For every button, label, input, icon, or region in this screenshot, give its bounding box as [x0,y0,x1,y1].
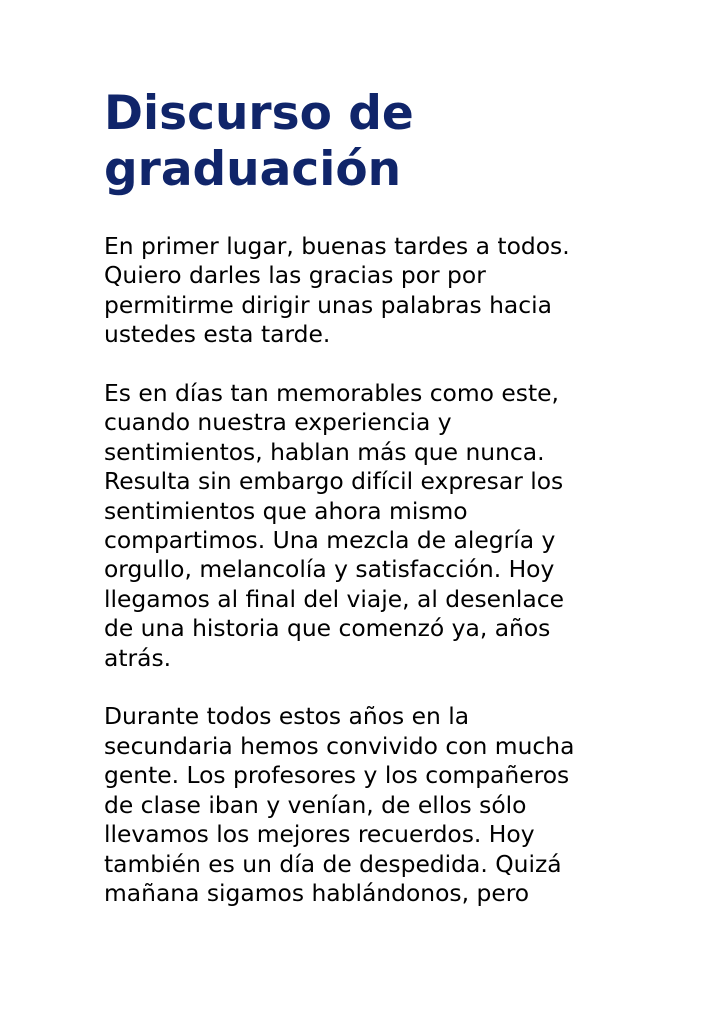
text-line: también es un día de despedida. Quizá [104,849,562,878]
text-line: sentimientos, hablan más que nunca. [104,437,545,466]
document-content [104,86,624,938]
text-line: sentimientos que ahora mismo [104,496,468,525]
text-line: de clase iban y venían, de ellos sólo [104,790,527,819]
title-line-2: graduación [104,142,402,197]
paragraph-2 [104,379,624,673]
text-line: de una historia que comenzó ya, años [104,614,551,643]
document-body [104,232,624,908]
text-line: llegamos al final del viaje, al desenlace [104,584,564,613]
text-line: orgullo, melancolía y satisfacción. Hoy [104,555,555,584]
text-line: ustedes esta tarde. [104,320,331,349]
paragraph-3 [104,702,624,908]
text-line: Resulta sin embargo difícil expresar los [104,467,564,496]
text-line: llevamos los mejores recuerdos. Hoy [104,820,535,849]
document-title [104,86,624,198]
text-line: En primer lugar, buenas tardes a todos. [104,232,570,260]
text-line: secundaria hemos convivido con mucha [104,731,575,760]
text-line: compartimos. Una mezcla de alegría y [104,526,556,555]
text-line: cuando nuestra experiencia y [104,408,452,437]
title-line-1: Discurso de [104,86,414,141]
text-line: gente. Los profesores y los compañeros [104,761,570,790]
text-line: mañana sigamos hablándonos, pero [104,878,530,907]
text-line: atrás. [104,643,172,672]
text-line: Quiero darles las gracias por por [104,261,486,290]
text-line: Durante todos estos años en la [104,702,470,731]
text-line: permitirme dirigir unas palabras hacia [104,290,552,319]
text-line: Es en días tan memorables como este, [104,379,559,408]
paragraph-1 [104,232,624,350]
